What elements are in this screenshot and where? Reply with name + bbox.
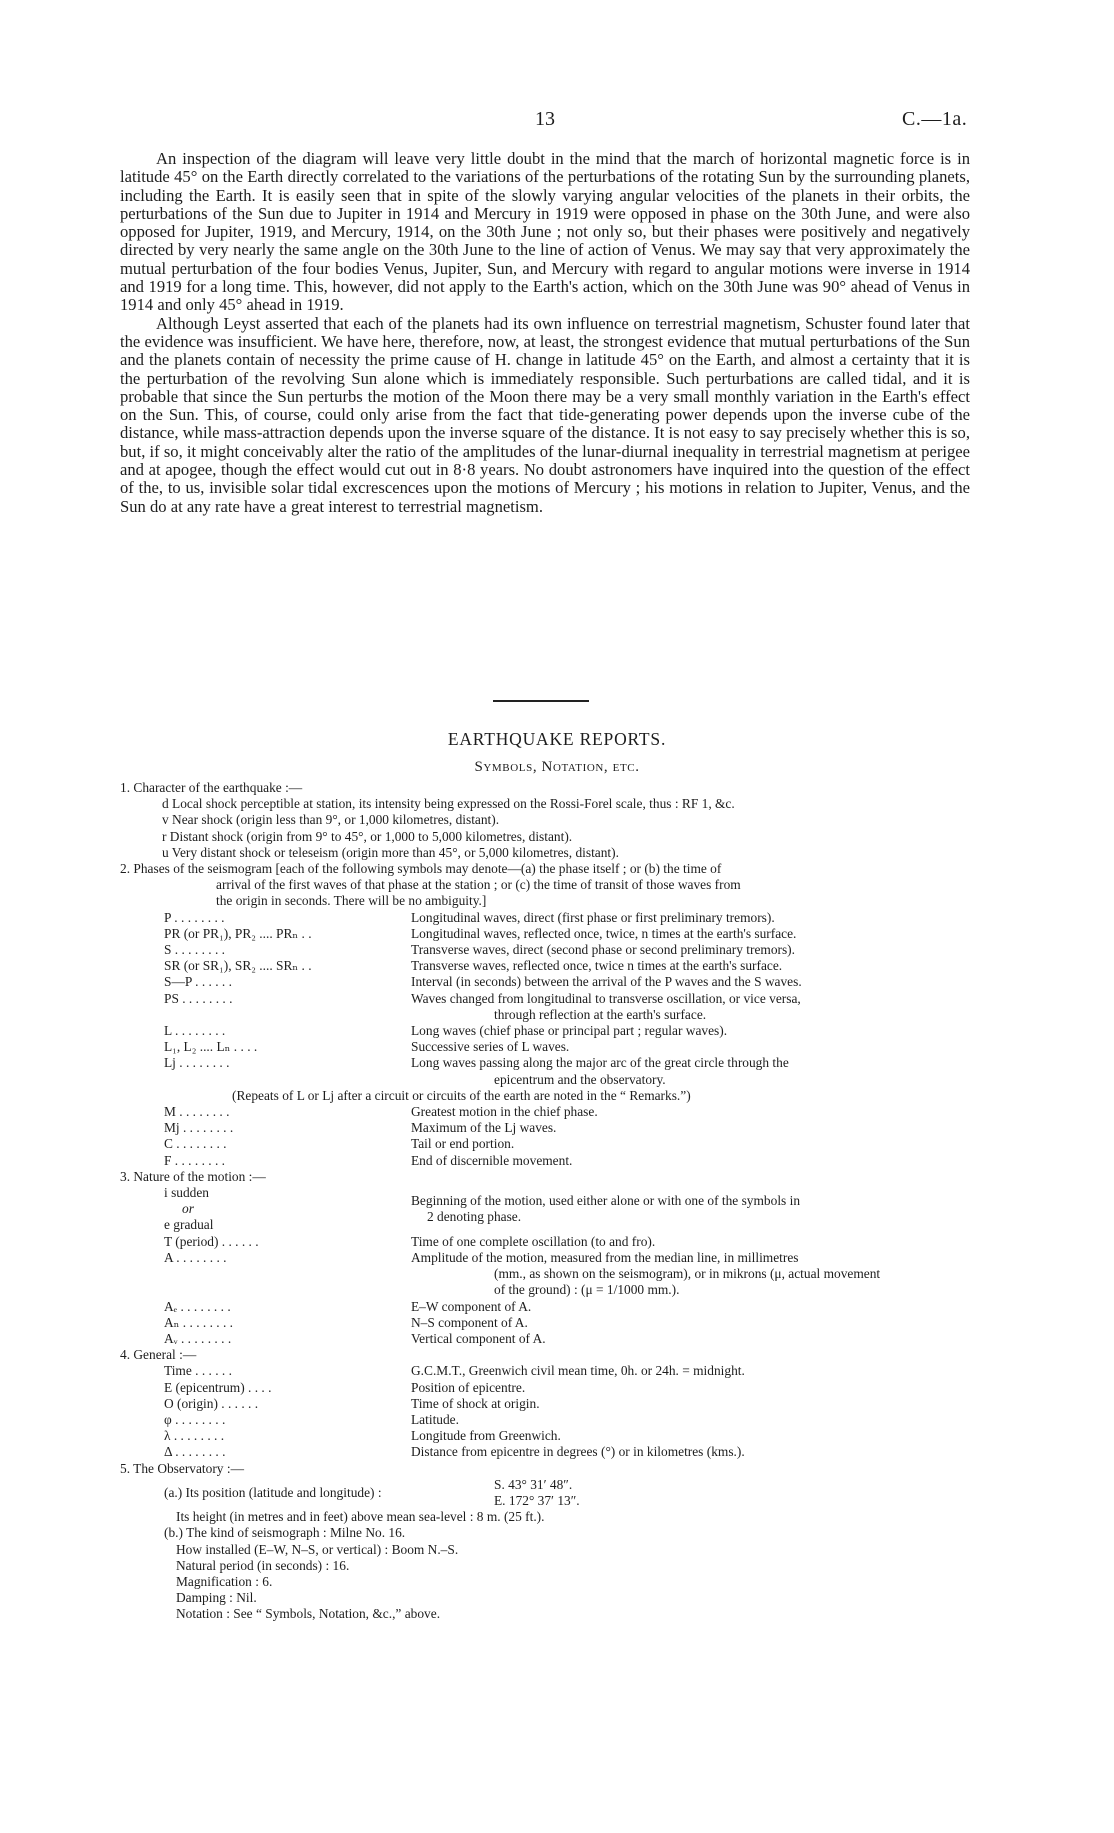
seismograph-notation: Notation : See “ Symbols, Notation, &c.,” above.	[176, 1606, 441, 1622]
symbol: S—P . . . . . .	[164, 974, 232, 990]
symbol	[120, 1266, 411, 1282]
description: Tail or end portion.	[411, 1136, 515, 1152]
paragraph: Although Leyst asserted that each of the planets had its own influence on terrestrial magnetism, Schuster found later that the evidence was insufficient. We have here, therefore, now, at least, the strongest evidence that mutual perturbations of the Sun and the planets contain of necessity the prime cause of H. change in latitude 45° on the Earth, and almost a certainty that it is the perturbation of the revolving Sun alone which is immediately responsible. Such perturbations are called tidal, and it is probable that since the Sun perturbs the motion of the Moon there may be a very small monthly variation in the Earth's effect on the Sun. This, of course, could only arise from the fact that tide-generating power depends upon the inverse cube of the distance, while mass-attraction depends upon the inverse square of the distance. It is not easy to say precisely whether this is so, but, if so, it might conceivably alter the ratio of the amplitudes of the lunar-diurnal inequality in terrestrial magnetism at perigee and at apogee, though the effect would cut out in 8·8 years. No doubt astronomers have inquired into the question of the effect of the, to us, invisible solar tidal excrescences upon the motions of Mercury ; his motions in relation to Jupiter, Venus, and the Sun do at any rate have a great interest to terrestrial magnetism.	[120, 313, 970, 516]
table-row	[120, 1331, 970, 1347]
symbol-gradual: e gradual	[164, 1217, 214, 1233]
list-item: u Very distant shock or teleseism (origin more than 45°, or 5,000 kilometres, distant).	[162, 844, 619, 860]
phase-list	[120, 910, 970, 1088]
table-row	[120, 1282, 970, 1298]
description: Longitudinal waves, reflected once, twice, n times at the earth's surface.	[411, 925, 797, 941]
repeats-note: (Repeats of L or Lj after a circuit or circuits of the earth are noted in the “ Remarks.”)	[232, 1087, 691, 1103]
symbol: PS . . . . . . . .	[164, 990, 233, 1006]
description: Latitude.	[411, 1411, 459, 1427]
description: E–W component of A.	[411, 1298, 532, 1314]
table-row	[120, 1396, 970, 1412]
onset-description	[411, 1185, 970, 1225]
symbol: C . . . . . . . .	[164, 1136, 227, 1152]
seismograph-damping: Damping : Nil.	[176, 1590, 257, 1606]
table-row	[120, 1153, 970, 1169]
heading-continuation: the origin in seconds. There will be no ambiguity.]	[216, 893, 487, 909]
latitude-value: S. 43° 31′ 48″.	[494, 1476, 573, 1492]
table-row	[120, 1023, 970, 1039]
symbol	[120, 1282, 411, 1298]
heading-general: 4. General :—	[120, 1347, 197, 1363]
table-row	[120, 1315, 970, 1331]
description: Beginning of the motion, used either alone or with one of the symbols in	[411, 1193, 801, 1209]
description: Interval (in seconds) between the arrival of the P waves and the S waves.	[411, 974, 802, 990]
onset-options	[120, 1185, 411, 1234]
description: Transverse waves, reflected once, twice n times at the earth's surface.	[411, 958, 783, 974]
description: Amplitude of the motion, measured from the median line, in millimetres	[411, 1249, 799, 1265]
description: of the ground) : (μ = 1/1000 mm.).	[494, 1282, 680, 1298]
symbol: E (epicentrum) . . . .	[164, 1379, 272, 1395]
list-item: v Near shock (origin less than 9°, or 1,000 kilometres, distant).	[162, 812, 500, 828]
description: Transverse waves, direct (second phase or second preliminary tremors).	[411, 942, 795, 958]
table-row	[120, 991, 970, 1007]
symbol: P . . . . . . . .	[164, 909, 225, 925]
description: Greatest motion in the chief phase.	[411, 1104, 598, 1120]
heading-character: 1. Character of the earthquake :—	[120, 780, 303, 795]
observatory-position	[120, 1477, 970, 1509]
symbol: L₁, L₂ .... Lₙ . . . .	[164, 1039, 258, 1055]
table-row	[120, 974, 970, 990]
description: Distance from epicentre in degrees (°) or in kilometres (kms.).	[411, 1444, 745, 1460]
symbol-or: or	[182, 1201, 194, 1217]
description: Longitude from Greenwich.	[411, 1428, 561, 1444]
symbol: φ . . . . . . . .	[164, 1411, 226, 1427]
symbol: Aₙ . . . . . . . .	[164, 1314, 234, 1330]
section-subtitle: Symbols, Notation, etc.	[474, 759, 640, 775]
symbol: Aₑ . . . . . . . .	[164, 1298, 231, 1314]
heading-nature: 3. Nature of the motion :—	[120, 1168, 266, 1184]
table-row	[120, 1428, 970, 1444]
symbol: Δ . . . . . . . .	[164, 1444, 226, 1460]
symbol-sudden: i sudden	[164, 1185, 210, 1201]
symbol: SR (or SR₁), SR₂ .... SRₙ . .	[164, 958, 312, 974]
description: Successive series of L waves.	[411, 1039, 570, 1055]
description: Vertical component of A.	[411, 1330, 546, 1346]
description: Long waves (chief phase or principal part ; regular waves).	[411, 1023, 728, 1039]
seismograph-kind: (b.) The kind of seismograph : Milne No. 16.	[164, 1525, 406, 1541]
intro-text	[120, 150, 970, 516]
description: Maximum of the Lj waves.	[411, 1120, 557, 1136]
heading-continuation: arrival of the first waves of that phase at the station ; or (c) the time of transit of those waves from	[216, 877, 741, 893]
symbol: λ . . . . . . . .	[164, 1428, 225, 1444]
position-values	[494, 1477, 580, 1509]
description: 2 denoting phase.	[427, 1209, 522, 1225]
page-number: 13	[535, 108, 555, 130]
description: through reflection at the earth's surface.	[494, 1006, 707, 1022]
table-row	[120, 1380, 970, 1396]
description: Time of one complete oscillation (to and fro).	[411, 1233, 656, 1249]
description: Waves changed from longitudinal to transverse oscillation, or vice versa,	[411, 990, 801, 1006]
table-row	[120, 1234, 970, 1250]
table-row	[120, 1412, 970, 1428]
symbol: S . . . . . . . .	[164, 942, 226, 958]
table-row	[120, 1299, 970, 1315]
longitude-value: E. 172° 37′ 13″.	[494, 1492, 580, 1508]
document-reference: C.—1a.	[902, 108, 968, 130]
table-row	[120, 1055, 970, 1071]
earthquake-symbols	[120, 780, 970, 1623]
paragraph: An inspection of the diagram will leave very little doubt in the mind that the march of horizontal magnetic force is in latitude 45° on the Earth directly correlated to the variations of the perturbations of the rotating Sun by the surrounding planets, including the Earth. It is easily seen that in spite of the slowly varying angular velocities of the planets in their orbits, the perturbations of the Sun due to Jupiter in 1914 and Mercury in 1919 were opposed in phase on the 30th June, and were also opposed for Jupiter, 1919, and Mercury, 1914, on the 30th June ; not only so, but their phases were positively and negatively directed by very nearly the same angle on the 30th June to the line of action of Venus. We may say that very approximately the mutual perturbation of the four bodies Venus, Jupiter, Sun, and Mercury with regard to angular motions were inverse in 1914 and 1919 for a long time. This, however, did not apply to the Earth's action, which on the 30th June was 90° ahead of Venus in 1914 and only 45° ahead in 1919.	[120, 149, 970, 315]
table-row	[120, 958, 970, 974]
symbol: M . . . . . . . .	[164, 1104, 230, 1120]
table-row	[120, 910, 970, 926]
symbol: O (origin) . . . . . .	[164, 1395, 259, 1411]
table-row	[120, 942, 970, 958]
table-row	[120, 1104, 970, 1120]
observatory-height: Its height (in metres and in feet) above mean sea-level : 8 m. (25 ft.).	[176, 1509, 545, 1525]
section-title: EARTHQUAKE REPORTS.	[447, 729, 667, 749]
symbol: L . . . . . . . .	[164, 1023, 226, 1039]
list-item: r Distant shock (origin from 9° to 45°, or 1,000 to 5,000 kilometres, distant).	[162, 828, 573, 844]
table-row	[120, 1136, 970, 1152]
table-row	[120, 1363, 970, 1379]
table-row	[120, 1120, 970, 1136]
description: Position of epicentre.	[411, 1379, 526, 1395]
symbol: Aᵥ . . . . . . . .	[164, 1330, 232, 1346]
list-item: d Local shock perceptible at station, its intensity being expressed on the Rossi-Forel scale, thus : RF 1, &c.	[162, 796, 735, 812]
symbol: Time . . . . . .	[164, 1363, 232, 1379]
symbol: T (period) . . . . . .	[164, 1233, 259, 1249]
description: epicentrum and the observatory.	[494, 1071, 666, 1087]
phase-list-2	[120, 1104, 970, 1169]
section-divider	[493, 700, 589, 702]
description: (mm., as shown on the seismogram), or in mikrons (μ, actual movement	[494, 1266, 881, 1282]
symbol: PR (or PR₁), PR₂ .... PRₙ . .	[164, 925, 312, 941]
heading-observatory: 5. The Observatory :—	[120, 1460, 244, 1476]
onset-symbols	[120, 1185, 970, 1234]
heading-phases: 2. Phases of the seismogram [each of the following symbols may denote—(a) the phase itself ; or (b) the time of	[120, 861, 722, 877]
table-row	[120, 1250, 970, 1266]
symbol: Mj . . . . . . . .	[164, 1120, 234, 1136]
description: Time of shock at origin.	[411, 1395, 540, 1411]
symbol	[120, 1007, 411, 1023]
table-row	[120, 1444, 970, 1460]
table-row	[120, 926, 970, 942]
table-row	[120, 1266, 970, 1282]
symbol: F . . . . . . . .	[164, 1152, 226, 1168]
table-row	[120, 1072, 970, 1088]
description: Longitudinal waves, direct (first phase or first preliminary tremors).	[411, 909, 775, 925]
general-list	[120, 1363, 970, 1460]
symbol: A . . . . . . . .	[164, 1249, 227, 1265]
symbol: Lj . . . . . . . .	[164, 1055, 230, 1071]
motion-list	[120, 1234, 970, 1347]
description: N–S component of A.	[411, 1314, 528, 1330]
seismograph-period: Natural period (in seconds) : 16.	[176, 1557, 350, 1573]
table-row	[120, 1007, 970, 1023]
position-label: (a.) Its position (latitude and longitude) :	[164, 1484, 382, 1500]
description: End of discernible movement.	[411, 1152, 573, 1168]
description: Long waves passing along the major arc of the great circle through the	[411, 1055, 789, 1071]
seismograph-magnification: Magnification : 6.	[176, 1573, 273, 1589]
description: G.C.M.T., Greenwich civil mean time, 0h. or 24h. = midnight.	[411, 1363, 745, 1379]
symbol	[120, 1072, 411, 1088]
seismograph-installation: How installed (E–W, N–S, or vertical) : Boom N.–S.	[176, 1541, 459, 1557]
table-row	[120, 1039, 970, 1055]
